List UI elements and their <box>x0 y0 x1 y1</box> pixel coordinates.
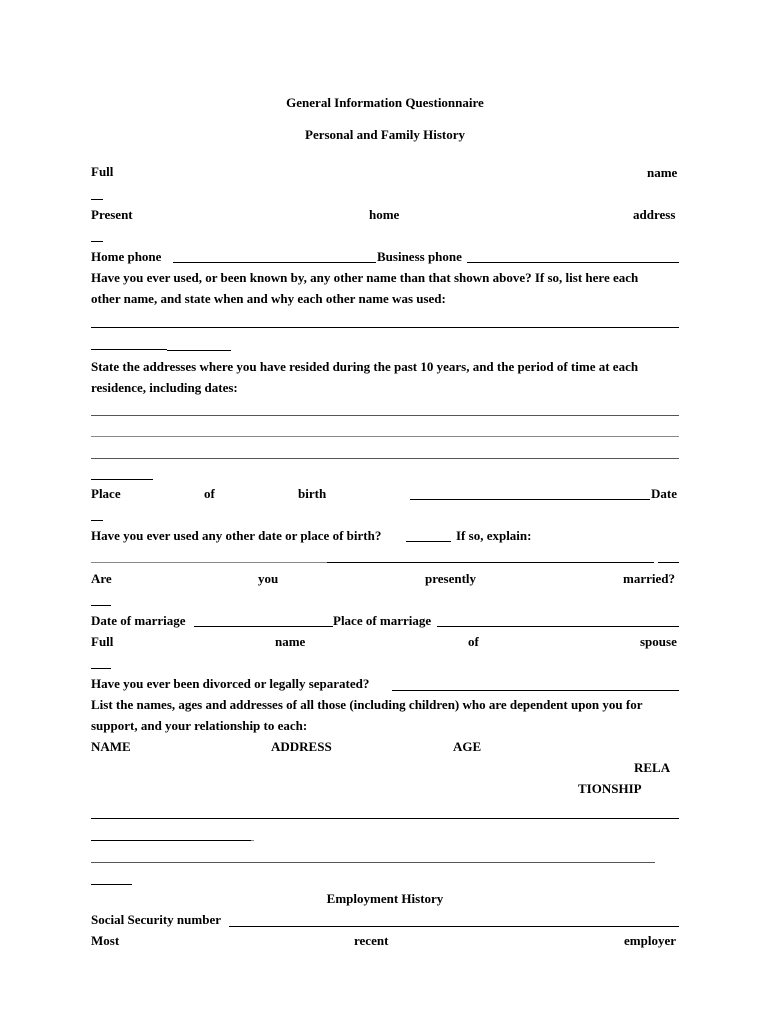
place-of-birth-label-word2: of <box>204 486 215 501</box>
document-title: General Information Questionnaire <box>286 95 484 110</box>
place-of-birth-label-word3: birth <box>298 486 327 501</box>
ssn-field[interactable] <box>229 926 679 927</box>
section-heading-employment: Employment History <box>326 891 444 906</box>
business-phone-label: Business phone <box>377 249 462 264</box>
home-address-label-word2: home <box>369 207 400 222</box>
home-phone-field[interactable] <box>173 262 376 263</box>
other-name-answer-line-2[interactable] <box>91 349 167 350</box>
other-name-answer-line-1[interactable] <box>91 327 679 328</box>
column-header-address: ADDRESS <box>271 739 332 754</box>
spouse-label-word1: Full <box>91 634 114 649</box>
other-name-question-line1: Have you ever used, or been known by, any other name than that shown above? If so, list here each <box>91 270 639 285</box>
business-phone-field[interactable] <box>467 262 679 263</box>
addresses-answer-line-3[interactable] <box>91 458 679 459</box>
if-so-explain-label: If so, explain: <box>456 528 532 543</box>
home-address-field[interactable] <box>91 241 103 242</box>
date-of-birth-field[interactable] <box>91 520 103 521</box>
divorced-answer-field[interactable] <box>392 690 679 691</box>
place-of-birth-field[interactable] <box>410 499 650 500</box>
date-of-birth-label: Date <box>651 486 677 501</box>
dependents-answer-line-1[interactable] <box>91 818 679 819</box>
married-label-word3: presently <box>425 571 477 586</box>
full-name-label-word2: name <box>647 165 678 180</box>
explain-answer-line-c[interactable] <box>658 562 679 563</box>
other-name-question-line2: other name, and state when and why each other name was used: <box>91 291 446 306</box>
other-birth-answer-field[interactable] <box>406 541 451 542</box>
dependents-question-line2: support, and your relationship to each: <box>91 718 308 733</box>
married-label-word1: Are <box>91 571 112 586</box>
married-answer-field[interactable] <box>91 605 111 606</box>
dependents-answer-line-4[interactable] <box>91 884 132 885</box>
addresses-answer-line-1[interactable] <box>91 415 679 416</box>
dependents-answer-line-3[interactable] <box>91 862 655 863</box>
divorced-question: Have you ever been divorced or legally separated? <box>91 676 370 691</box>
ssn-label: Social Security number <box>91 912 221 927</box>
column-header-relationship-part2: TIONSHIP <box>578 781 642 796</box>
dependents-answer-line-2[interactable] <box>91 840 251 841</box>
spouse-label-word4: spouse <box>640 634 677 649</box>
married-label-word4: married? <box>623 571 675 586</box>
full-name-field[interactable] <box>91 199 103 200</box>
addresses-answer-line-2[interactable] <box>91 436 679 437</box>
column-header-relationship-part1: RELA <box>634 760 671 775</box>
place-of-marriage-label: Place of marriage <box>333 613 432 628</box>
explain-answer-line-a[interactable] <box>91 562 327 563</box>
addresses-question-line1: State the addresses where you have resided during the past 10 years, and the period of time at each <box>91 359 639 374</box>
recent-employer-label-word3: employer <box>624 933 676 948</box>
home-address-label-word1: Present <box>91 207 133 222</box>
dependents-answer-line-2b[interactable] <box>251 840 254 841</box>
home-phone-label: Home phone <box>91 249 162 264</box>
date-of-marriage-field[interactable] <box>194 626 333 627</box>
dependents-question-line1: List the names, ages and addresses of all those (including children) who are dependent upon you for <box>91 697 643 712</box>
addresses-answer-line-4[interactable] <box>91 479 153 480</box>
date-of-marriage-label: Date of marriage <box>91 613 186 628</box>
other-name-answer-line-3[interactable] <box>167 350 231 351</box>
explain-answer-line-b[interactable] <box>327 562 654 563</box>
place-of-birth-label-word1: Place <box>91 486 121 501</box>
recent-employer-label-word1: Most <box>91 933 120 948</box>
column-header-age: AGE <box>453 739 482 754</box>
married-label-word2: you <box>258 571 279 586</box>
other-birth-question: Have you ever used any other date or place of birth? <box>91 528 382 543</box>
home-address-label-word3: address <box>633 207 676 222</box>
recent-employer-label-word2: recent <box>354 933 389 948</box>
spouse-name-field[interactable] <box>91 668 111 669</box>
spouse-label-word3: of <box>468 634 479 649</box>
full-name-label-word1: Full <box>91 164 114 179</box>
place-of-marriage-field[interactable] <box>437 626 679 627</box>
spouse-label-word2: name <box>275 634 306 649</box>
addresses-question-line2: residence, including dates: <box>91 380 238 395</box>
section-heading-personal: Personal and Family History <box>305 127 465 142</box>
column-header-name: NAME <box>91 739 131 754</box>
